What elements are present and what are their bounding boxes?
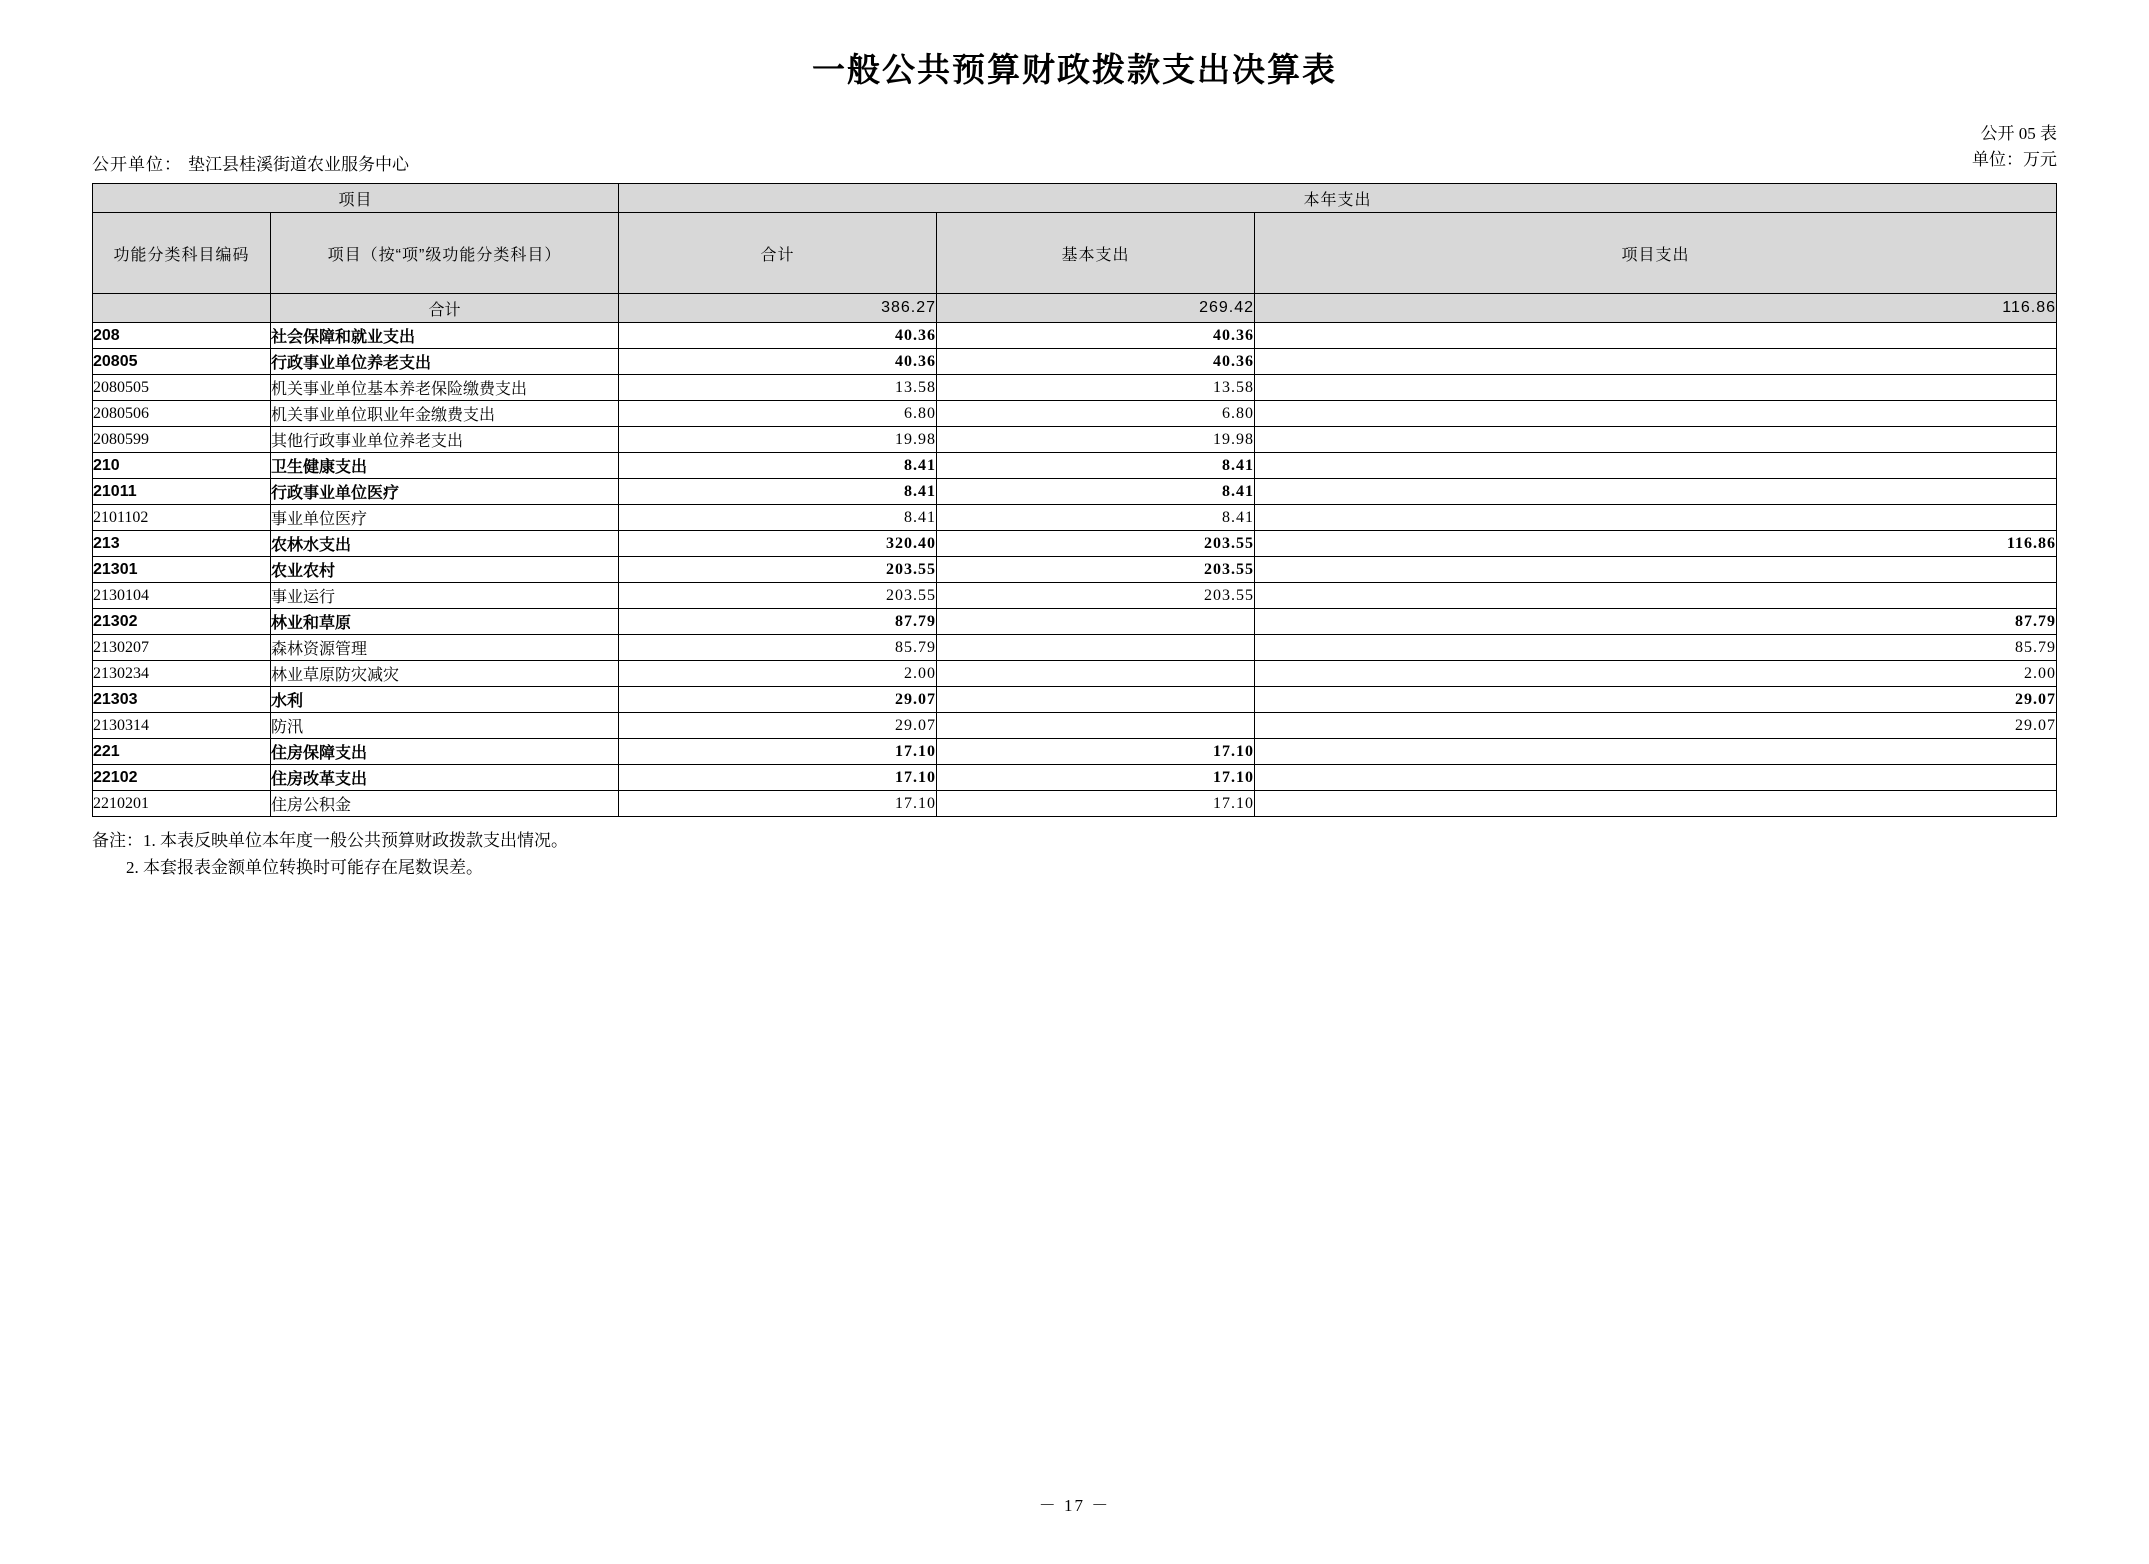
cell-basic: 203.55 bbox=[937, 531, 1255, 557]
cell-project bbox=[1255, 557, 2057, 583]
cell-code: 22102 bbox=[93, 765, 271, 791]
table-row-total bbox=[93, 294, 2057, 323]
cell-code: 21011 bbox=[93, 479, 271, 505]
cell-project: 87.79 bbox=[1255, 609, 2057, 635]
cell-name: 机关事业单位基本养老保险缴费支出 bbox=[271, 375, 619, 401]
cell-basic: 8.41 bbox=[937, 479, 1255, 505]
cell-name: 其他行政事业单位养老支出 bbox=[271, 427, 619, 453]
cell-basic: 6.80 bbox=[937, 401, 1255, 427]
cell-total: 203.55 bbox=[619, 557, 937, 583]
cell-name: 森林资源管理 bbox=[271, 635, 619, 661]
cell-basic: 19.98 bbox=[937, 427, 1255, 453]
cell-code: 2130314 bbox=[93, 713, 271, 739]
cell-code: 2080506 bbox=[93, 401, 271, 427]
cell-code: 208 bbox=[93, 323, 271, 349]
cell-total: 17.10 bbox=[619, 791, 937, 817]
amount-unit-note: 单位：万元 bbox=[1972, 149, 2057, 169]
cell-total: 40.36 bbox=[619, 349, 937, 375]
total-label: 合计 bbox=[271, 294, 619, 323]
cell-project: 85.79 bbox=[1255, 635, 2057, 661]
cell-project bbox=[1255, 583, 2057, 609]
column-header-project: 项目支出 bbox=[1255, 213, 2057, 294]
table-row bbox=[93, 375, 2057, 401]
publisher-label: 公开单位： bbox=[92, 155, 182, 174]
cell-code: 2080599 bbox=[93, 427, 271, 453]
header-group-current-year: 本年支出 bbox=[619, 184, 2057, 213]
total-amount-basic: 269.42 bbox=[937, 294, 1255, 323]
cell-basic: 13.58 bbox=[937, 375, 1255, 401]
cell-basic: 8.41 bbox=[937, 453, 1255, 479]
publisher-value: 垫江县桂溪街道农业服务中心 bbox=[188, 155, 409, 174]
cell-total: 8.41 bbox=[619, 505, 937, 531]
document-page bbox=[0, 44, 2149, 1564]
cell-name: 农业农村 bbox=[271, 557, 619, 583]
cell-name: 水利 bbox=[271, 687, 619, 713]
cell-total: 8.41 bbox=[619, 479, 937, 505]
cell-name: 社会保障和就业支出 bbox=[271, 323, 619, 349]
cell-code: 2130234 bbox=[93, 661, 271, 687]
cell-code: 2101102 bbox=[93, 505, 271, 531]
column-header-name: 项目（按“项”级功能分类科目） bbox=[271, 213, 619, 294]
table-row bbox=[93, 713, 2057, 739]
table-row bbox=[93, 687, 2057, 713]
cell-total: 40.36 bbox=[619, 323, 937, 349]
table-row bbox=[93, 661, 2057, 687]
cell-basic bbox=[937, 713, 1255, 739]
cell-code: 21301 bbox=[93, 557, 271, 583]
publisher-row bbox=[92, 150, 2057, 175]
cell-project: 29.07 bbox=[1255, 687, 2057, 713]
table-row bbox=[93, 479, 2057, 505]
cell-total: 8.41 bbox=[619, 453, 937, 479]
cell-basic: 203.55 bbox=[937, 583, 1255, 609]
cell-total: 85.79 bbox=[619, 635, 937, 661]
cell-name: 防汛 bbox=[271, 713, 619, 739]
cell-name: 林业和草原 bbox=[271, 609, 619, 635]
page-title: 一般公共预算财政拨款支出决算表 bbox=[812, 51, 1337, 88]
cell-project: 29.07 bbox=[1255, 713, 2057, 739]
cell-basic: 40.36 bbox=[937, 349, 1255, 375]
header-group-item: 项目 bbox=[93, 184, 619, 213]
table-row bbox=[93, 401, 2057, 427]
cell-total: 320.40 bbox=[619, 531, 937, 557]
cell-total: 6.80 bbox=[619, 401, 937, 427]
cell-name: 机关事业单位职业年金缴费支出 bbox=[271, 401, 619, 427]
table-row bbox=[93, 427, 2057, 453]
table-body bbox=[93, 294, 2057, 817]
table-row bbox=[93, 531, 2057, 557]
table-row bbox=[93, 557, 2057, 583]
cell-project bbox=[1255, 349, 2057, 375]
publisher bbox=[92, 150, 409, 175]
cell-name: 农林水支出 bbox=[271, 531, 619, 557]
cell-total: 13.58 bbox=[619, 375, 937, 401]
cell-basic: 17.10 bbox=[937, 739, 1255, 765]
cell-total: 29.07 bbox=[619, 687, 937, 713]
cell-total: 2.00 bbox=[619, 661, 937, 687]
cell-project bbox=[1255, 739, 2057, 765]
cell-code: 20805 bbox=[93, 349, 271, 375]
table-row bbox=[93, 453, 2057, 479]
table-row bbox=[93, 791, 2057, 817]
cell-project bbox=[1255, 427, 2057, 453]
cell-project bbox=[1255, 453, 2057, 479]
cell-name: 事业运行 bbox=[271, 583, 619, 609]
cell-project bbox=[1255, 323, 2057, 349]
cell-total: 87.79 bbox=[619, 609, 937, 635]
total-code-cell bbox=[93, 294, 271, 323]
cell-total: 17.10 bbox=[619, 765, 937, 791]
cell-code: 21303 bbox=[93, 687, 271, 713]
cell-basic bbox=[937, 661, 1255, 687]
cell-project: 116.86 bbox=[1255, 531, 2057, 557]
expenditure-table bbox=[92, 183, 2057, 817]
column-header-basic: 基本支出 bbox=[937, 213, 1255, 294]
cell-code: 21302 bbox=[93, 609, 271, 635]
cell-basic: 8.41 bbox=[937, 505, 1255, 531]
cell-total: 19.98 bbox=[619, 427, 937, 453]
cell-basic bbox=[937, 609, 1255, 635]
table-notes bbox=[92, 827, 2057, 881]
note-line-2: 2. 本套报表金额单位转换时可能存在尾数误差。 bbox=[126, 858, 483, 878]
total-amount-total: 386.27 bbox=[619, 294, 937, 323]
cell-basic bbox=[937, 687, 1255, 713]
cell-name: 住房改革支出 bbox=[271, 765, 619, 791]
cell-basic: 17.10 bbox=[937, 791, 1255, 817]
note-line-1: 备注：1. 本表反映单位本年度一般公共预算财政拨款支出情况。 bbox=[92, 831, 568, 850]
cell-project: 2.00 bbox=[1255, 661, 2057, 687]
table-row bbox=[93, 739, 2057, 765]
cell-code: 2210201 bbox=[93, 791, 271, 817]
table-row bbox=[93, 765, 2057, 791]
total-amount-project: 116.86 bbox=[1255, 294, 2057, 323]
cell-basic: 17.10 bbox=[937, 765, 1255, 791]
cell-name: 林业草原防灾减灾 bbox=[271, 661, 619, 687]
form-number: 公开 05 表 bbox=[1980, 124, 2057, 143]
cell-code: 213 bbox=[93, 531, 271, 557]
cell-name: 事业单位医疗 bbox=[271, 505, 619, 531]
cell-basic: 203.55 bbox=[937, 557, 1255, 583]
table-row bbox=[93, 349, 2057, 375]
table-row bbox=[93, 583, 2057, 609]
cell-code: 2130104 bbox=[93, 583, 271, 609]
cell-project bbox=[1255, 375, 2057, 401]
cell-total: 29.07 bbox=[619, 713, 937, 739]
table-row bbox=[93, 635, 2057, 661]
cell-basic bbox=[937, 635, 1255, 661]
cell-name: 住房公积金 bbox=[271, 791, 619, 817]
column-header-code: 功能分类科目编码 bbox=[93, 213, 271, 294]
page-footer: － 17 － bbox=[1038, 1496, 1111, 1515]
table-row bbox=[93, 609, 2057, 635]
cell-code: 210 bbox=[93, 453, 271, 479]
cell-total: 17.10 bbox=[619, 739, 937, 765]
column-header-total: 合计 bbox=[619, 213, 937, 294]
table-row bbox=[93, 323, 2057, 349]
cell-project bbox=[1255, 479, 2057, 505]
table-row bbox=[93, 505, 2057, 531]
cell-code: 2080505 bbox=[93, 375, 271, 401]
cell-name: 住房保障支出 bbox=[271, 739, 619, 765]
cell-project bbox=[1255, 765, 2057, 791]
cell-project bbox=[1255, 791, 2057, 817]
cell-basic: 40.36 bbox=[937, 323, 1255, 349]
cell-code: 2130207 bbox=[93, 635, 271, 661]
cell-total: 203.55 bbox=[619, 583, 937, 609]
cell-name: 卫生健康支出 bbox=[271, 453, 619, 479]
cell-name: 行政事业单位医疗 bbox=[271, 479, 619, 505]
cell-code: 221 bbox=[93, 739, 271, 765]
cell-name: 行政事业单位养老支出 bbox=[271, 349, 619, 375]
cell-project bbox=[1255, 505, 2057, 531]
cell-project bbox=[1255, 401, 2057, 427]
